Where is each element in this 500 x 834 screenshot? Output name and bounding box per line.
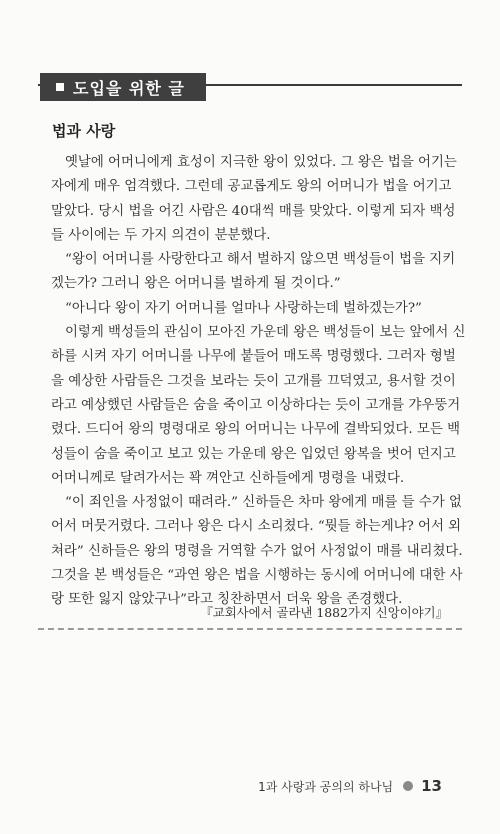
body-line: 성들이 숨을 죽이고 보고 있는 가운데 왕은 입었던 왕복을 벗어 던지고: [51, 446, 456, 462]
source-citation: 『교회사에서 골라낸 1882가지 신앙이야기』: [200, 605, 448, 620]
page-number: 13: [421, 777, 442, 795]
body-line: 들 사이에는 두 가지 의견이 분분했다.: [51, 227, 271, 243]
body-line: 렸다. 드디어 왕의 명령대로 왕의 어머니는 나무에 결박되었다. 모든 백: [51, 422, 461, 438]
body-line: 자에게 매우 엄격했다. 그런데 공교롭게도 왕의 어머니가 법을 어기고: [51, 179, 452, 195]
body-line: “이 죄인을 사정없이 때려라.” 신하들은 차마 왕에게 매를 들 수가 없: [65, 495, 462, 511]
article-body: [51, 151, 466, 613]
article-title: 법과 사랑: [52, 122, 116, 140]
body-line: 하를 시켜 자기 어머니를 나무에 붙들어 매도록 명령했다. 그러자 형벌: [51, 349, 456, 365]
square-bullet-icon: [56, 83, 64, 91]
body-line: 이렇게 백성들의 관심이 모아진 가운데 왕은 백성들이 보는 앞에서 신: [65, 325, 466, 341]
body-line: “왕이 어머니를 사랑한다고 해서 벌하지 않으면 백성들이 법을 지키: [65, 252, 456, 268]
body-line: 그것을 본 백성들은 “과연 왕은 법을 시행하는 동시에 어머니에 대한 사: [51, 568, 463, 584]
body-line: 쳐라” 신하들은 왕의 명령을 거역할 수가 없어 사정없이 매를 내리쳤다.: [51, 543, 463, 559]
body-line: 어서 머뭇거렸다. 그러나 왕은 다시 소리쳤다. “뭣들 하는게냐? 어서 외: [51, 519, 462, 535]
body-line: 말았다. 당시 법을 어긴 사람은 40대씩 매를 맞았다. 이렇게 되자 백성: [51, 203, 456, 219]
running-footer-chapter: 1과 사랑과 공의의 하나님: [258, 779, 394, 794]
body-line: 랑 또한 잃지 않았구나”라고 칭찬하면서 더욱 왕을 존경했다.: [51, 592, 403, 608]
dashed-divider: [38, 628, 462, 630]
dot-icon: [403, 781, 413, 791]
body-line: 옛날에 어머니에게 효성이 지극한 왕이 있었다. 그 왕은 법을 어기는: [65, 155, 457, 170]
body-line: 겠는가? 그러니 왕은 어머니를 벌하게 될 것이다.”: [51, 276, 341, 292]
body-line: 라고 예상했던 사람들은 숨을 죽이고 이상하다는 듯이 고개를 갸우뚱거: [51, 397, 461, 413]
section-header: [40, 73, 206, 101]
body-line: 어머니께로 달려가서는 꽉 껴안고 신하들에게 명령을 내렸다.: [51, 470, 405, 486]
body-line: 을 예상한 사람들은 그것을 보라는 듯이 고개를 끄덕였고, 용서할 것이: [51, 373, 456, 389]
body-line: “아니다 왕이 자기 어머니를 얼마나 사랑하는데 벌하겠는가?”: [65, 300, 422, 316]
section-title: 도입을 위한 글: [73, 78, 185, 98]
page-footer: [258, 777, 442, 795]
